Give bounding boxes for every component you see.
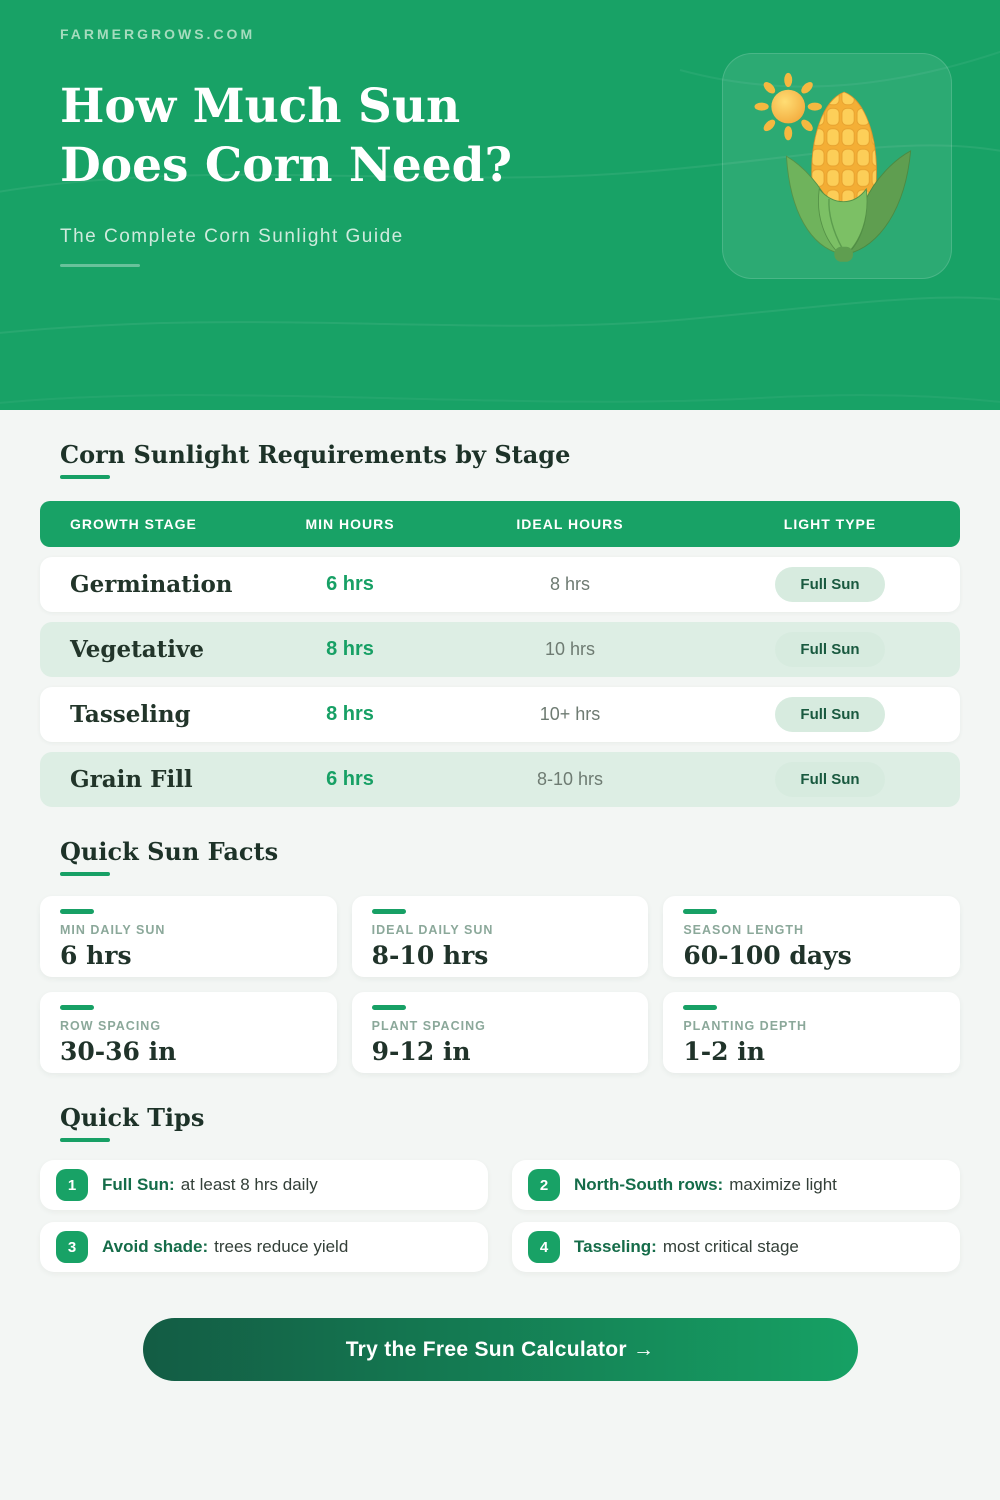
fact-accent-bar <box>372 909 406 914</box>
main-content <box>0 410 1000 1381</box>
tip-label: Tasseling: <box>574 1237 657 1256</box>
tip-number-badge: 4 <box>528 1231 560 1263</box>
section-title-underline <box>60 872 110 876</box>
fact-card <box>663 992 960 1073</box>
tip-card <box>512 1222 960 1272</box>
table-header-row <box>40 501 960 547</box>
stage-name: Vegetative <box>70 636 204 663</box>
tip-number-badge: 3 <box>56 1231 88 1263</box>
tip-card <box>40 1160 488 1210</box>
column-header-min-hours: MIN HOURS <box>305 516 395 532</box>
table-row <box>40 557 960 612</box>
brand-name: FARMERGROWS.COM <box>60 26 256 42</box>
tip-label: Avoid shade: <box>102 1237 209 1256</box>
light-type-badge: Full Sun <box>775 762 884 797</box>
min-hours-value: 8 hrs <box>326 703 374 725</box>
ideal-hours-value: 8-10 hrs <box>536 769 604 789</box>
page-subtitle: The Complete Corn Sunlight Guide <box>60 225 404 247</box>
light-type-badge: Full Sun <box>775 632 884 667</box>
table-row <box>40 687 960 742</box>
facts-section-title: Quick Sun Facts <box>60 837 279 866</box>
quick-tips-section <box>40 1103 960 1272</box>
fact-value: 9-12 in <box>371 1037 471 1066</box>
fact-accent-bar <box>683 909 717 914</box>
fact-card <box>352 896 649 977</box>
tip-card <box>512 1160 960 1210</box>
fact-accent-bar <box>60 1005 94 1010</box>
facts-grid <box>40 896 960 1073</box>
tip-card <box>40 1222 488 1272</box>
fact-label: PLANTING DEPTH <box>683 1019 808 1033</box>
min-hours-value: 6 hrs <box>326 573 374 595</box>
light-type-cell <box>700 632 960 667</box>
tip-text: at least 8 hrs daily <box>180 1175 318 1194</box>
table-row <box>40 752 960 807</box>
tip-text: most critical stage <box>662 1237 799 1256</box>
tips-section-title: Quick Tips <box>60 1103 205 1132</box>
column-header-light-type: LIGHT TYPE <box>783 516 877 532</box>
fact-label: PLANT SPACING <box>371 1019 486 1033</box>
hero-header <box>0 0 1000 410</box>
fact-value: 60-100 days <box>683 941 852 970</box>
fact-value: 6 hrs <box>60 941 132 970</box>
sun-calculator-cta-button[interactable]: Try the Free Sun Calculator → <box>143 1318 858 1381</box>
light-type-badge: Full Sun <box>775 567 884 602</box>
sun-icon <box>755 73 822 140</box>
column-header-ideal-hours: IDEAL HOURS <box>516 516 624 532</box>
fact-card <box>352 992 649 1073</box>
stage-name: Germination <box>70 571 233 598</box>
light-type-cell <box>700 697 960 732</box>
fact-accent-bar <box>60 909 94 914</box>
fact-label: MIN DAILY SUN <box>60 923 166 937</box>
quick-facts-section <box>40 837 960 1073</box>
stage-name: Grain Fill <box>70 766 193 793</box>
min-hours-value: 8 hrs <box>326 638 374 660</box>
fact-label: ROW SPACING <box>60 1019 162 1033</box>
tip-text: maximize light <box>729 1175 837 1194</box>
light-type-badge: Full Sun <box>775 697 884 732</box>
tip-label: North-South rows: <box>574 1175 724 1194</box>
ideal-hours-value: 10 hrs <box>544 639 596 659</box>
section-title-underline <box>60 475 110 479</box>
subtitle-underline <box>60 264 140 267</box>
fact-label: IDEAL DAILY SUN <box>371 923 494 937</box>
corn-illustration-card <box>722 53 952 279</box>
sunlight-table-section <box>40 440 960 807</box>
fact-accent-bar <box>372 1005 406 1010</box>
fact-card <box>40 896 337 977</box>
tips-grid <box>40 1160 960 1272</box>
light-type-cell <box>700 762 960 797</box>
ideal-hours-value: 8 hrs <box>549 574 591 594</box>
tip-number-badge: 2 <box>528 1169 560 1201</box>
fact-accent-bar <box>683 1005 717 1010</box>
table-section-title: Corn Sunlight Requirements by Stage <box>60 440 571 469</box>
corn-and-sun-icon <box>735 64 939 268</box>
stage-name: Tasseling <box>70 701 191 728</box>
light-type-cell <box>700 567 960 602</box>
fact-value: 8-10 hrs <box>371 941 489 970</box>
min-hours-value: 6 hrs <box>326 768 374 790</box>
tip-number-badge: 1 <box>56 1169 88 1201</box>
tip-label: Full Sun: <box>102 1175 175 1194</box>
tip-text: trees reduce yield <box>214 1237 349 1256</box>
column-header-growth-stage: GROWTH STAGE <box>70 516 197 532</box>
fact-label: SEASON LENGTH <box>683 923 804 937</box>
fact-card <box>663 896 960 977</box>
fact-value: 1-2 in <box>683 1037 765 1066</box>
fact-card <box>40 992 337 1073</box>
table-row <box>40 622 960 677</box>
section-title-underline <box>60 1138 110 1142</box>
fact-value: 30-36 in <box>60 1037 177 1066</box>
page-title: How Much Sun Does Corn Need? <box>60 79 513 193</box>
ideal-hours-value: 10+ hrs <box>539 704 601 724</box>
